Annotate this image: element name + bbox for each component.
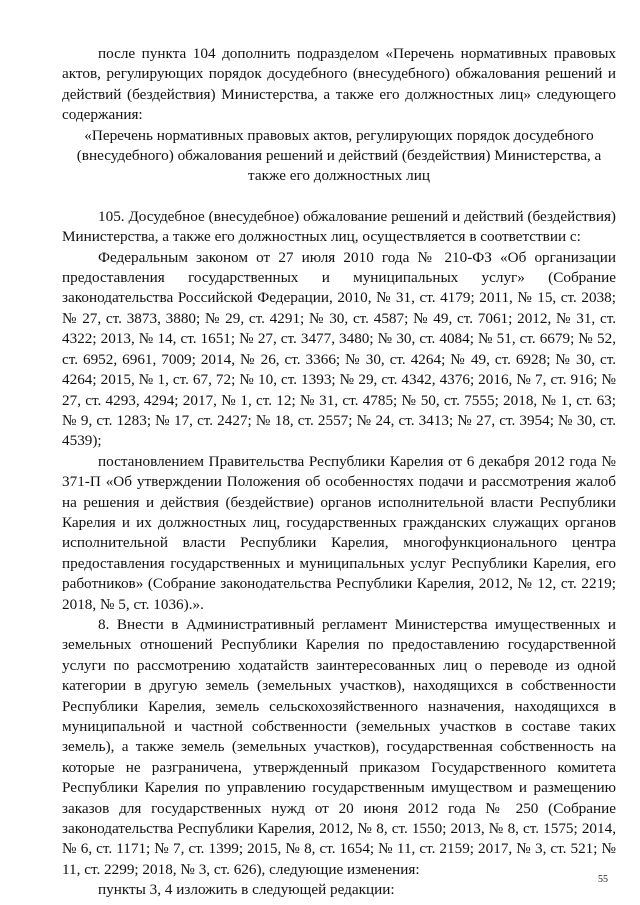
subsection-heading: «Перечень нормативных правовых актов, регулирующих порядок досудебного (внесудебного) обжалования решений и действий (бездействия) Министерства, а также его должностных лиц xyxy=(76,126,602,185)
paragraph-intro: после пункта 104 дополнить подразделом «Перечень нормативных правовых актов, регулирующих порядок досудебного (внесудебного) обжалования решений и действий (бездействия) Министерства, а также его должностных лиц» следующего содержания: xyxy=(62,45,616,124)
paragraph-items-3-4: пункты 3, 4 изложить в следующей редакции: xyxy=(98,881,395,899)
paragraph-105: 105. Досудебное (внесудебное) обжалование решений и действий (бездействия) Министерства, а также его должностных лиц, осуществляется в соответствии с: xyxy=(62,207,616,246)
paragraph-government-resolution: постановлением Правительства Республики Карелия от 6 декабря 2012 года № 371-П «Об утверждении Положения об особенностях подачи и рассмотрения жалоб на решения и действия (бездействие) органов исполнительной власти Республики Карелия и их должностных лиц, государственных гражданских служащих органов исполнительной власти Республики Карелия, многофункционального центра предоставления государственных и муниципальных услуг Республики Карелия, его работников» (Собрание законодательства Республики Карелия, 2012, № 12, ст. 2219; 2018, № 5, ст. 1036).». xyxy=(62,452,616,613)
document-body xyxy=(62,44,616,901)
spacer xyxy=(62,187,616,207)
paragraph-item-8: 8. Внести в Административный регламент Министерства имущественных и земельных отношений Республики Карелия по предоставлению государственной услуги по рассмотрению ходатайств заинтересованных лиц о переводе из одной категории в другую земель (земельных участков), находящихся в собственности Республики Карелия, земель сельскохозяйственного назначения, находящихся в муниципальной и частной собственности (земельных участков в составе таких земель), а также земель (земельных участков), государственная собственность на которые не разграничена, утвержденный приказом Государственного комитета Республики Карелия по управлению государственным имуществом и размещению заказов для государственных нужд от 20 июня 2012 года № 250 (Собрание законодательства Республики Карелия, 2012, № 8, ст. 1550; 2013, № 8, ст. 1575; 2014, № 6, ст. 1171; № 7, ст. 1399; 2015, № 8, ст. 1654; № 11, ст. 2159; 2017, № 3, ст. 521; № 11, ст. 2299; 2018, № 3, ст. 626), следующие изменения: xyxy=(62,615,616,878)
paragraph-federal-law: Федеральным законом от 27 июля 2010 года № 210-ФЗ «Об организации предоставления государственных и муниципальных услуг» (Собрание законодательства Российской Федерации, 2010, № 31, ст. 4179; 2011, № 15, ст. 2038; № 27, ст. 3873, 3880; № 29, ст. 4291; № 30, ст. 4587; № 49, ст. 7061; 2012, № 31, ст. 4322; 2013, № 14, ст. 1651; № 27, ст. 3477, 3480; № 30, ст. 4084; № 51, ст. 6679; № 52, ст. 6952, 6961, 7009; 2014, № 26, ст. 3366; № 30, ст. 4264; № 49, ст. 6928; № 30, ст. 4264; 2015, № 1, ст. 67, 72; № 10, ст. 1393; № 29, ст. 4342, 4376; 2016, № 7, ст. 916; № 27, ст. 4293, 4294; 2017, № 1, ст. 12; № 31, ст. 4785; № 50, ст. 7555; 2018, № 1, ст. 63; № 9, ст. 1283; № 17, ст. 2427; № 18, ст. 2557; № 24, ст. 3413; № 27, ст. 3954; № 30, ст. 4539); xyxy=(62,248,616,450)
page-number: 55 xyxy=(598,874,608,885)
